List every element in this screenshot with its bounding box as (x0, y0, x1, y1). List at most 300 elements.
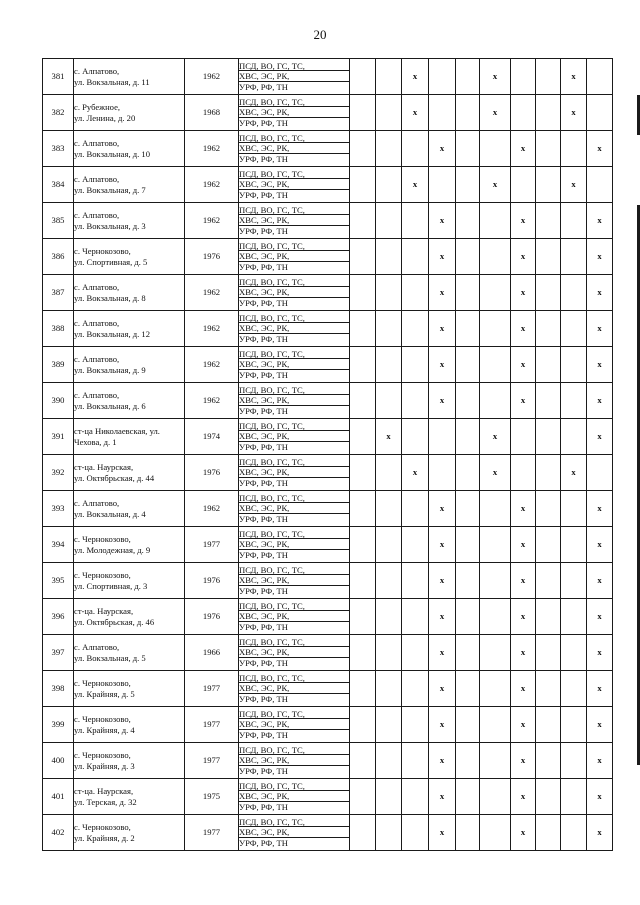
services-cell (239, 95, 350, 131)
address-cell (74, 527, 185, 563)
mark-cell (511, 59, 536, 95)
services-cell (239, 59, 350, 95)
mark-cell (376, 347, 402, 383)
address-line: с. Чернокозово, (74, 534, 131, 544)
services-line: ХВС, ЭС, РК, (239, 359, 349, 370)
check-mark: x (439, 359, 445, 370)
mark-cell (350, 671, 376, 707)
table-row (43, 455, 613, 491)
mark-cell (561, 383, 587, 419)
year-built: 1962 (185, 59, 239, 95)
mark-cell (376, 167, 402, 203)
mark-cell (480, 419, 511, 455)
mark-cell (536, 671, 561, 707)
address-line: с. Алпатово, (74, 642, 120, 652)
mark-cell (350, 743, 376, 779)
mark-cell (402, 671, 429, 707)
services-cell (239, 671, 350, 707)
check-mark: x (520, 503, 526, 514)
mark-cell (376, 239, 402, 275)
mark-cell (376, 95, 402, 131)
row-number: 387 (43, 275, 74, 311)
year-built: 1977 (185, 707, 239, 743)
mark-cell (456, 455, 480, 491)
mark-cell (350, 311, 376, 347)
services-line: УРФ, РФ, ТН (239, 585, 288, 596)
mark-cell (561, 815, 587, 851)
services-line: УРФ, РФ, ТН (239, 729, 288, 740)
mark-cell (511, 599, 536, 635)
mark-cell (587, 491, 613, 527)
mark-cell (456, 563, 480, 599)
mark-cell (376, 635, 402, 671)
check-mark: x (520, 719, 526, 730)
check-mark: x (439, 719, 445, 730)
address-cell (74, 131, 185, 167)
services-cell (239, 707, 350, 743)
mark-cell (350, 131, 376, 167)
address-line: ст-ца Николаевская, ул. (74, 426, 160, 436)
check-mark: x (520, 827, 526, 838)
table-row (43, 563, 613, 599)
check-mark: x (439, 503, 445, 514)
mark-cell (402, 131, 429, 167)
row-number: 399 (43, 707, 74, 743)
check-mark: x (597, 539, 602, 550)
row-number: 393 (43, 491, 74, 527)
check-mark: x (597, 683, 602, 694)
year-built: 1962 (185, 383, 239, 419)
mark-cell (561, 635, 587, 671)
table-row (43, 275, 613, 311)
mark-cell (376, 815, 402, 851)
services-line: ХВС, ЭС, РК, (239, 539, 349, 550)
mark-cell (561, 491, 587, 527)
address-line: с. Алпатово, (74, 282, 120, 292)
mark-cell (480, 131, 511, 167)
services-line: УРФ, РФ, ТН (239, 297, 288, 308)
services-cell (239, 527, 350, 563)
row-number: 385 (43, 203, 74, 239)
mark-cell (350, 599, 376, 635)
check-mark: x (597, 215, 602, 226)
mark-cell (429, 167, 456, 203)
year-built: 1976 (185, 563, 239, 599)
year-built: 1962 (185, 131, 239, 167)
mark-cell (402, 599, 429, 635)
check-mark: x (520, 287, 526, 298)
register-body (43, 59, 613, 851)
mark-cell (429, 671, 456, 707)
services-line: УРФ, РФ, ТН (239, 261, 288, 272)
mark-cell (511, 167, 536, 203)
check-mark: x (520, 755, 526, 766)
mark-cell (480, 311, 511, 347)
services-cell (239, 419, 350, 455)
mark-cell (536, 275, 561, 311)
address-line: ул. Октябрьская, д. 46 (74, 616, 155, 627)
mark-cell (511, 563, 536, 599)
mark-cell (376, 383, 402, 419)
address-cell (74, 311, 185, 347)
services-line: УРФ, РФ, ТН (239, 333, 288, 344)
address-line: ул. Вокзальная, д. 10 (74, 148, 151, 159)
year-built: 1974 (185, 419, 239, 455)
mark-cell (456, 491, 480, 527)
services-cell (239, 491, 350, 527)
check-mark: x (597, 575, 602, 586)
services-line: ПСД, ВО, ГС, ТС, (239, 637, 349, 648)
mark-cell (429, 491, 456, 527)
check-mark: x (597, 791, 602, 802)
address-line: с. Алпатово, (74, 174, 120, 184)
row-number: 383 (43, 131, 74, 167)
table-row (43, 635, 613, 671)
mark-cell (376, 491, 402, 527)
mark-cell (561, 779, 587, 815)
mark-cell (429, 239, 456, 275)
mark-cell (350, 707, 376, 743)
mark-cell (587, 599, 613, 635)
check-mark: x (597, 287, 602, 298)
services-line: ХВС, ЭС, РК, (239, 683, 349, 694)
check-mark: x (412, 71, 418, 82)
mark-cell (429, 779, 456, 815)
mark-cell (456, 815, 480, 851)
mark-cell (429, 563, 456, 599)
address-line: ул. Крайняя, д. 4 (74, 724, 135, 735)
mark-cell (587, 635, 613, 671)
check-mark: x (386, 431, 391, 442)
mark-cell (480, 563, 511, 599)
mark-cell (480, 275, 511, 311)
mark-cell (480, 491, 511, 527)
mark-cell (561, 527, 587, 563)
check-mark: x (439, 215, 445, 226)
table-row (43, 707, 613, 743)
services-cell (239, 347, 350, 383)
address-cell (74, 815, 185, 851)
check-mark: x (520, 611, 526, 622)
mark-cell (429, 203, 456, 239)
row-number: 388 (43, 311, 74, 347)
address-cell (74, 275, 185, 311)
mark-cell (376, 419, 402, 455)
mark-cell (402, 455, 429, 491)
mark-cell (480, 95, 511, 131)
row-number: 400 (43, 743, 74, 779)
check-mark: x (439, 323, 445, 334)
address-line: с. Чернокозово, (74, 822, 131, 832)
services-line: ХВС, ЭС, РК, (239, 71, 349, 82)
mark-cell (511, 275, 536, 311)
row-number: 381 (43, 59, 74, 95)
year-built: 1968 (185, 95, 239, 131)
mark-cell (511, 779, 536, 815)
services-line: УРФ, РФ, ТН (239, 693, 288, 704)
mark-cell (587, 563, 613, 599)
address-line: с. Алпатово, (74, 66, 120, 76)
mark-cell (561, 239, 587, 275)
mark-cell (402, 311, 429, 347)
mark-cell (536, 707, 561, 743)
row-number: 397 (43, 635, 74, 671)
mark-cell (402, 59, 429, 95)
mark-cell (429, 743, 456, 779)
mark-cell (511, 671, 536, 707)
mark-cell (480, 59, 511, 95)
mark-cell (350, 419, 376, 455)
row-number: 398 (43, 671, 74, 707)
check-mark: x (571, 71, 576, 82)
check-mark: x (520, 251, 526, 262)
address-line: ул. Крайняя, д. 5 (74, 688, 135, 699)
mark-cell (376, 311, 402, 347)
address-cell (74, 779, 185, 815)
mark-cell (429, 131, 456, 167)
address-line: ул. Ленина, д. 20 (74, 112, 136, 123)
mark-cell (587, 383, 613, 419)
services-line: ПСД, ВО, ГС, ТС, (239, 673, 349, 684)
check-mark: x (597, 647, 602, 658)
mark-cell (350, 275, 376, 311)
mark-cell (511, 203, 536, 239)
mark-cell (376, 707, 402, 743)
check-mark: x (492, 71, 498, 82)
services-line: УРФ, РФ, ТН (239, 441, 288, 452)
check-mark: x (439, 287, 445, 298)
mark-cell (561, 275, 587, 311)
row-number: 402 (43, 815, 74, 851)
mark-cell (402, 779, 429, 815)
mark-cell (402, 563, 429, 599)
check-mark: x (439, 143, 445, 154)
mark-cell (376, 743, 402, 779)
address-cell (74, 491, 185, 527)
address-line: ул. Октябрьская, д. 44 (74, 472, 155, 483)
mark-cell (350, 815, 376, 851)
mark-cell (429, 59, 456, 95)
services-line: ХВС, ЭС, РК, (239, 755, 349, 766)
row-number: 396 (43, 599, 74, 635)
mark-cell (429, 815, 456, 851)
mark-cell (402, 419, 429, 455)
address-cell (74, 419, 185, 455)
mark-cell (456, 419, 480, 455)
mark-cell (429, 347, 456, 383)
check-mark: x (597, 359, 602, 370)
mark-cell (511, 815, 536, 851)
mark-cell (350, 383, 376, 419)
year-built: 1977 (185, 743, 239, 779)
mark-cell (402, 347, 429, 383)
services-line: ХВС, ЭС, РК, (239, 719, 349, 730)
mark-cell (456, 383, 480, 419)
mark-cell (480, 635, 511, 671)
mark-cell (536, 779, 561, 815)
address-line: ул. Спортивная, д. 3 (74, 580, 148, 591)
mark-cell (350, 779, 376, 815)
address-line: ст-ца. Наурская, (74, 786, 134, 796)
mark-cell (536, 203, 561, 239)
mark-cell (376, 779, 402, 815)
mark-cell (429, 527, 456, 563)
address-cell (74, 455, 185, 491)
row-number: 390 (43, 383, 74, 419)
mark-cell (480, 383, 511, 419)
mark-cell (456, 167, 480, 203)
services-line: ПСД, ВО, ГС, ТС, (239, 709, 349, 720)
mark-cell (511, 527, 536, 563)
mark-cell (536, 383, 561, 419)
mark-cell (350, 167, 376, 203)
services-line: ХВС, ЭС, РК, (239, 215, 349, 226)
mark-cell (456, 527, 480, 563)
mark-cell (429, 635, 456, 671)
services-cell (239, 131, 350, 167)
mark-cell (350, 563, 376, 599)
mark-cell (429, 599, 456, 635)
mark-cell (402, 815, 429, 851)
address-cell (74, 671, 185, 707)
services-cell (239, 167, 350, 203)
mark-cell (587, 275, 613, 311)
mark-cell (511, 347, 536, 383)
mark-cell (511, 491, 536, 527)
check-mark: x (439, 647, 445, 658)
check-mark: x (520, 215, 526, 226)
check-mark: x (439, 251, 445, 262)
services-cell (239, 203, 350, 239)
page-number: 20 (313, 27, 327, 42)
check-mark: x (439, 539, 445, 550)
mark-cell (511, 707, 536, 743)
table-row (43, 239, 613, 275)
mark-cell (350, 95, 376, 131)
mark-cell (456, 311, 480, 347)
mark-cell (376, 59, 402, 95)
address-line: ул. Вокзальная, д. 12 (74, 328, 151, 339)
services-line: УРФ, РФ, ТН (239, 369, 288, 380)
address-line: с. Алпатово, (74, 138, 120, 148)
mark-cell (561, 419, 587, 455)
check-mark: x (597, 395, 602, 406)
mark-cell (587, 203, 613, 239)
services-line: ХВС, ЭС, РК, (239, 287, 349, 298)
address-cell (74, 167, 185, 203)
mark-cell (587, 239, 613, 275)
mark-cell (561, 707, 587, 743)
mark-cell (536, 635, 561, 671)
address-cell (74, 383, 185, 419)
services-cell (239, 563, 350, 599)
address-cell (74, 743, 185, 779)
mark-cell (376, 671, 402, 707)
services-line: ХВС, ЭС, РК, (239, 107, 349, 118)
services-line: ПСД, ВО, ГС, ТС, (239, 781, 349, 792)
mark-cell (456, 635, 480, 671)
mark-cell (511, 239, 536, 275)
check-mark: x (571, 107, 576, 118)
services-line: ПСД, ВО, ГС, ТС, (239, 565, 349, 576)
check-mark: x (439, 611, 445, 622)
mark-cell (561, 743, 587, 779)
address-line: ул. Крайняя, д. 2 (74, 832, 135, 843)
table-row (43, 203, 613, 239)
services-line: ХВС, ЭС, РК, (239, 503, 349, 514)
row-number: 395 (43, 563, 74, 599)
address-cell (74, 239, 185, 275)
mark-cell (587, 527, 613, 563)
check-mark: x (439, 575, 445, 586)
mark-cell (376, 131, 402, 167)
mark-cell (587, 347, 613, 383)
services-line: ПСД, ВО, ГС, ТС, (239, 133, 349, 144)
mark-cell (402, 167, 429, 203)
address-cell (74, 95, 185, 131)
mark-cell (536, 347, 561, 383)
mark-cell (480, 707, 511, 743)
address-line: с. Чернокозово, (74, 246, 131, 256)
row-number: 382 (43, 95, 74, 131)
check-mark: x (492, 107, 498, 118)
check-mark: x (520, 359, 526, 370)
mark-cell (561, 455, 587, 491)
address-line: ул. Молодежная, д. 9 (74, 544, 151, 555)
mark-cell (561, 563, 587, 599)
mark-cell (456, 239, 480, 275)
mark-cell (536, 167, 561, 203)
check-mark: x (412, 107, 418, 118)
address-line: ул. Вокзальная, д. 6 (74, 400, 146, 411)
building-register-table (42, 58, 613, 851)
check-mark: x (439, 395, 445, 406)
mark-cell (376, 599, 402, 635)
mark-cell (480, 239, 511, 275)
services-line: ХВС, ЭС, РК, (239, 827, 349, 838)
services-line: ПСД, ВО, ГС, ТС, (239, 529, 349, 540)
mark-cell (480, 743, 511, 779)
check-mark: x (439, 791, 445, 802)
services-line: ХВС, ЭС, РК, (239, 323, 349, 334)
mark-cell (587, 311, 613, 347)
mark-cell (350, 527, 376, 563)
mark-cell (456, 599, 480, 635)
mark-cell (456, 743, 480, 779)
services-line: УРФ, РФ, ТН (239, 117, 288, 128)
mark-cell (536, 563, 561, 599)
mark-cell (536, 239, 561, 275)
services-line: ПСД, ВО, ГС, ТС, (239, 277, 349, 288)
address-line: Чехова, д. 1 (74, 436, 117, 447)
address-cell (74, 707, 185, 743)
address-line: с. Чернокозово, (74, 750, 131, 760)
services-line: УРФ, РФ, ТН (239, 657, 288, 668)
mark-cell (561, 95, 587, 131)
services-cell (239, 815, 350, 851)
mark-cell (456, 95, 480, 131)
mark-cell (376, 455, 402, 491)
mark-cell (350, 455, 376, 491)
services-line: ПСД, ВО, ГС, ТС, (239, 493, 349, 504)
address-line: с. Алпатово, (74, 390, 120, 400)
services-cell (239, 275, 350, 311)
services-cell (239, 239, 350, 275)
address-line: ул. Крайняя, д. 3 (74, 760, 135, 771)
row-number: 391 (43, 419, 74, 455)
year-built: 1976 (185, 239, 239, 275)
mark-cell (561, 131, 587, 167)
